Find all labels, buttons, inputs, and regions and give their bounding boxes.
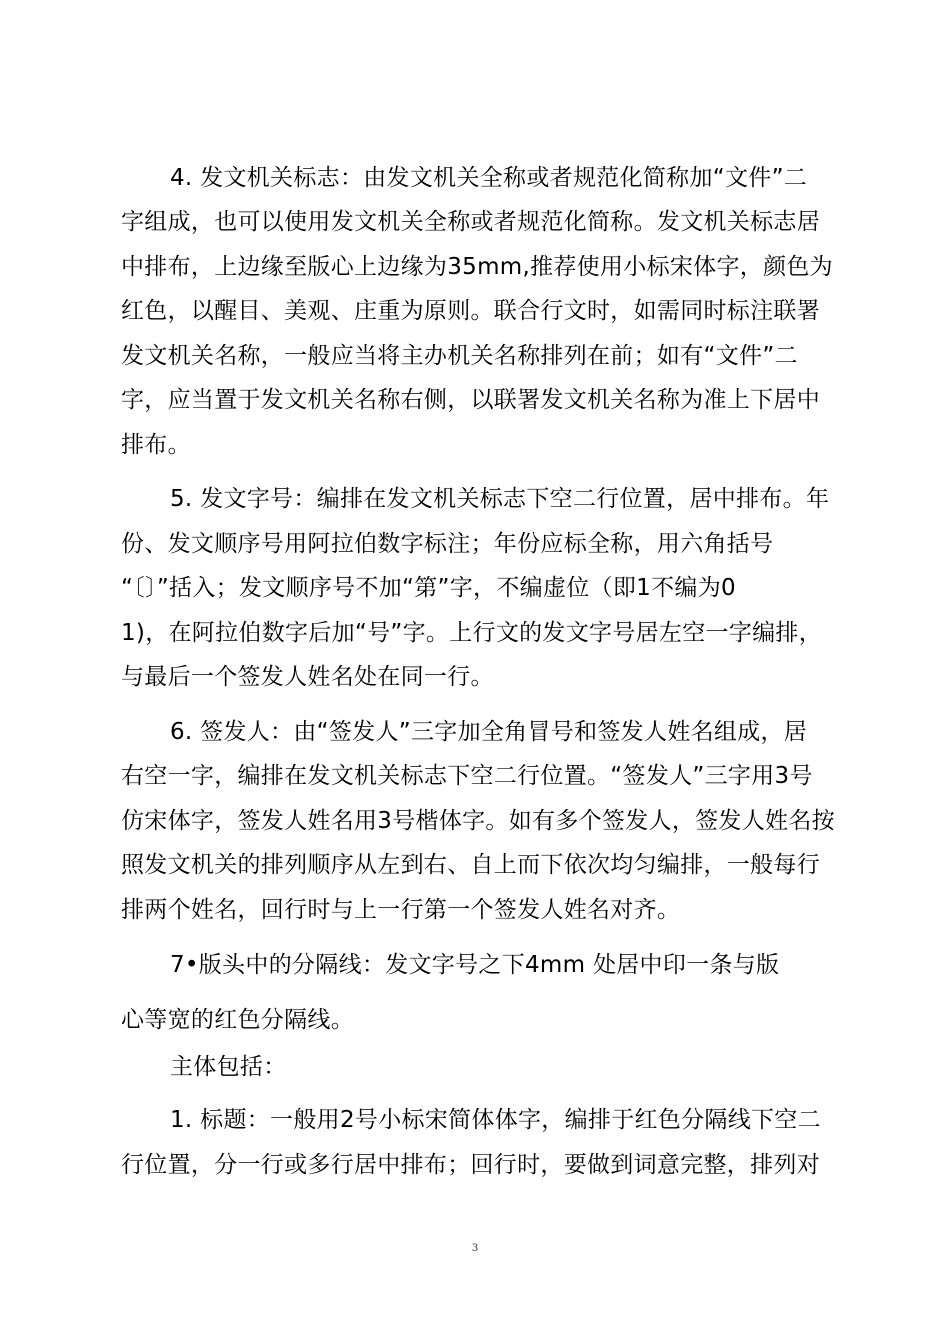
paragraph-line: 6. 签发人：由“签发人”三字加全角冒号和签发人姓名组成，居	[170, 719, 808, 745]
paragraph-line: 行位置，分一行或多行居中排布；回行时，要做到词意完整，排列对	[121, 1152, 820, 1178]
paragraph-line: 中排布，上边缘至版心上边缘为35mm,推荐使用小标宋体字，颜色为	[121, 254, 833, 280]
paragraph-line: 排两个姓名，回行时与上一行第一个签发人姓名对齐。	[121, 897, 681, 923]
paragraph-line: 5. 发文字号：编排在发文机关标志下空二行位置，居中排布。年	[170, 486, 830, 512]
paragraph-line: 字组成，也可以使用发文机关全称或者规范化简称。发文机关标志居	[121, 209, 820, 235]
paragraph-line: 照发文机关的排列顺序从左到右、自上而下依次均匀编排，一般每行	[121, 852, 820, 878]
paragraph-line: 份、发文顺序号用阿拉伯数字标注；年份应标全称，用六角括号	[121, 531, 774, 557]
paragraph-line: 排布。	[121, 432, 191, 458]
paragraph-line: 右空一字，编排在发文机关标志下空二行位置。“签发人”三字用3号	[121, 763, 813, 789]
paragraph-line: 7•版头中的分隔线：发文字号之下4mm 处居中印一条与版	[170, 952, 780, 978]
paragraph-line: 1. 标题：一般用2号小标宋简体体字，编排于红色分隔线下空二	[170, 1107, 821, 1133]
page-number: 3	[471, 1243, 479, 1254]
paragraph-line: 4. 发文机关标志：由发文机关全称或者规范化简称加“文件”二	[170, 165, 808, 191]
paragraph-line: 心等宽的红色分隔线。	[121, 1007, 354, 1033]
paragraph-line: 红色，以醒目、美观、庄重为原则。联合行文时，如需同时标注联署	[121, 298, 820, 324]
paragraph-line: 与最后一个签发人姓名处在同一行。	[121, 664, 494, 690]
paragraph-line: 字，应当置于发文机关名称右侧，以联署发文机关名称为准上下居中	[121, 387, 820, 413]
paragraph-line: 仿宋体字，签发人姓名用3号楷体字。如有多个签发人，签发人姓名按	[121, 808, 835, 834]
paragraph-line: “〔〕”括入；发文顺序号不加“第”字，不编虚位（即1不编为0	[121, 575, 736, 601]
paragraph-line: 发文机关名称，一般应当将主办机关名称排列在前；如有“文件”二	[121, 343, 798, 369]
paragraph-line: 1)，在阿拉伯数字后加“号”字。上行文的发文字号居左空一字编排，	[121, 620, 823, 646]
paragraph-line: 主体包括：	[170, 1054, 287, 1080]
